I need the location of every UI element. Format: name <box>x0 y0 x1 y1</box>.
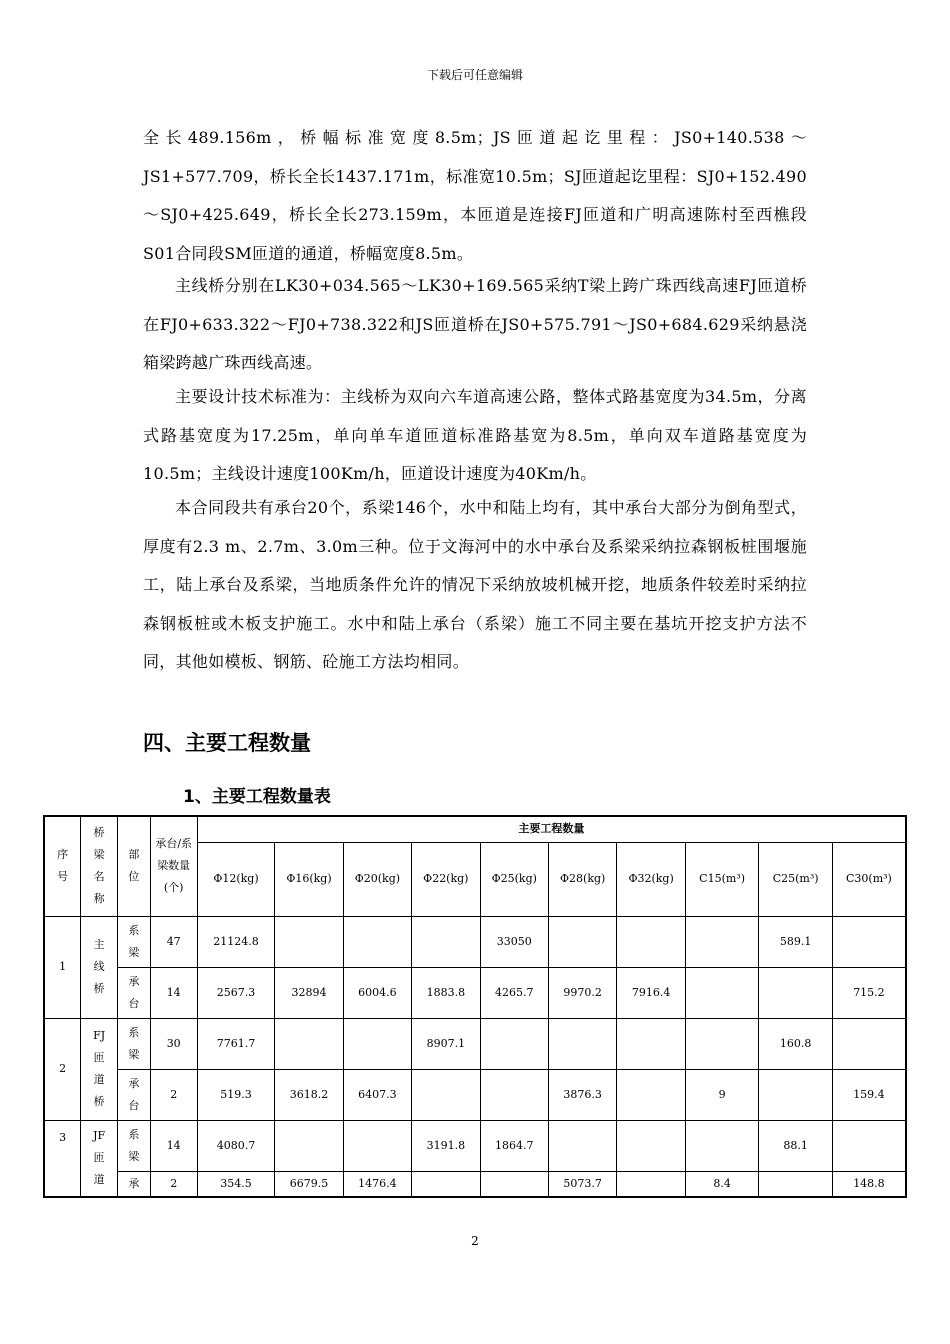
cell-bridge-name: FJ匝道桥 <box>81 1018 118 1120</box>
cell-value: 354.5 <box>197 1171 275 1197</box>
cell-bridge-name: 主线桥 <box>81 916 118 1018</box>
cell-value <box>617 1120 685 1171</box>
paragraph-2: 主线桥分别在LK30+034.565～LK30+169.565采纳T梁上跨广珠西线高速FJ匝道桥在FJ0+633.322～FJ0+738.322和JS匝道桥在JS0+575.791～JS0+684.629采纳悬浇箱梁跨越广珠西线高速。 <box>143 276 807 372</box>
header-qty-col: Φ32(kg) <box>617 842 685 916</box>
header-qty-col: Φ20(kg) <box>343 842 411 916</box>
table-title: 1、主要工程数量表 <box>183 787 331 807</box>
cell-part: 系梁 <box>118 1018 151 1069</box>
cell-value: 3876.3 <box>548 1069 616 1120</box>
cell-value: 160.8 <box>759 1018 833 1069</box>
cell-value <box>275 1120 343 1171</box>
cell-value <box>480 1069 548 1120</box>
cell-part: 承台 <box>118 1069 151 1120</box>
cell-value: 1883.8 <box>412 967 480 1018</box>
cell-part: 系梁 <box>118 916 151 967</box>
cell-value: 4265.7 <box>480 967 548 1018</box>
cell-value <box>412 916 480 967</box>
cell-value: 33050 <box>480 916 548 967</box>
cell-value: 4080.7 <box>197 1120 275 1171</box>
cell-value: 6407.3 <box>343 1069 411 1120</box>
cell-value: 3618.2 <box>275 1069 343 1120</box>
cell-value: 519.3 <box>197 1069 275 1120</box>
cell-part: 系梁 <box>118 1120 151 1171</box>
table-row <box>44 1018 906 1069</box>
header-group: 主要工程数量 <box>197 816 906 842</box>
cell-part: 承台 <box>118 967 151 1018</box>
cell-seq: 2 <box>44 1018 81 1120</box>
page-number: 2 <box>471 1234 479 1248</box>
cell-value: 2567.3 <box>197 967 275 1018</box>
cell-value: 7916.4 <box>617 967 685 1018</box>
cell-value <box>685 1018 759 1069</box>
header-qty-col: C15(m³) <box>685 842 759 916</box>
cell-value <box>343 1018 411 1069</box>
header-qty-col: C25(m³) <box>759 842 833 916</box>
cell-value <box>759 1171 833 1197</box>
header-qty-col: Φ16(kg) <box>275 842 343 916</box>
cell-value <box>685 1120 759 1171</box>
quantity-table <box>43 815 907 1198</box>
cell-value: 21124.8 <box>197 916 275 967</box>
cell-count: 2 <box>150 1171 197 1197</box>
cell-value: 8907.1 <box>412 1018 480 1069</box>
page-header: 下载后可任意编辑 <box>426 68 523 82</box>
cell-value: 715.2 <box>832 967 906 1018</box>
cell-value <box>275 916 343 967</box>
cell-value: 6679.5 <box>275 1171 343 1197</box>
cell-value <box>548 1120 616 1171</box>
cell-value: 5073.7 <box>548 1171 616 1197</box>
cell-value: 7761.7 <box>197 1018 275 1069</box>
cell-value <box>617 1171 685 1197</box>
cell-count: 14 <box>150 1120 197 1171</box>
cell-value <box>548 1018 616 1069</box>
cell-value <box>480 1171 548 1197</box>
header-qty-col: C30(m³) <box>832 842 906 916</box>
cell-value <box>343 916 411 967</box>
cell-value <box>617 916 685 967</box>
cell-part: 承 <box>118 1171 151 1197</box>
cell-value <box>832 916 906 967</box>
cell-value: 3191.8 <box>412 1120 480 1171</box>
cell-value: 159.4 <box>832 1069 906 1120</box>
paragraph-4: 本合同段共有承台20个，系梁146个，水中和陆上均有，其中承台大部分为倒角型式，厚度有2.3 m、2.7m、3.0m三种。位于文海河中的水中承台及系梁采纳拉森钢板桩围堰施工，陆上承台及系梁，当地质条件允许的情况下采纳放坡机械开挖，地质条件较差时采纳拉森钢板桩或木板支护施工。水中和陆上承台（系梁）施工不同主要在基坑开挖支护方法不同，其他如模板、钢筋、砼施工方法均相同。 <box>143 498 807 671</box>
cell-value: 1476.4 <box>343 1171 411 1197</box>
cell-count: 47 <box>150 916 197 967</box>
cell-count: 14 <box>150 967 197 1018</box>
cell-seq: 1 <box>44 916 81 1018</box>
cell-value: 589.1 <box>759 916 833 967</box>
cell-value <box>685 967 759 1018</box>
header-qty-col: Φ28(kg) <box>548 842 616 916</box>
cell-value: 6004.6 <box>343 967 411 1018</box>
table-row <box>44 1120 906 1171</box>
cell-value: 88.1 <box>759 1120 833 1171</box>
cell-value: 148.8 <box>832 1171 906 1197</box>
cell-value <box>685 916 759 967</box>
cell-seq: 3 <box>44 1120 81 1197</box>
cell-value <box>343 1120 411 1171</box>
cell-count: 2 <box>150 1069 197 1120</box>
cell-value <box>832 1018 906 1069</box>
cell-value <box>759 967 833 1018</box>
cell-value: 32894 <box>275 967 343 1018</box>
header-qty-col: Φ12(kg) <box>197 842 275 916</box>
cell-value: 9970.2 <box>548 967 616 1018</box>
header-seq: 序号 <box>44 816 81 916</box>
cell-value <box>548 916 616 967</box>
cell-value <box>617 1069 685 1120</box>
cell-bridge-name: JF匝道 <box>81 1120 118 1197</box>
cell-value: 8.4 <box>685 1171 759 1197</box>
cell-value: 9 <box>685 1069 759 1120</box>
cell-value <box>617 1018 685 1069</box>
cell-count: 30 <box>150 1018 197 1069</box>
paragraph-3: 主要设计技术标准为：主线桥为双向六车道高速公路，整体式路基宽度为34.5m，分离式路基宽度为17.25m，单向单车道匝道标准路基宽为8.5m，单向双车道路基宽度为10.5m；主线设计速度100Km/h，匝道设计速度为40Km/h。 <box>143 387 807 483</box>
header-bridge: 桥梁名称 <box>81 816 118 916</box>
cell-value <box>480 1018 548 1069</box>
table-row <box>44 1171 906 1197</box>
header-count: 承台/系梁数量(个) <box>150 816 197 916</box>
table-row <box>44 1069 906 1120</box>
cell-value: 1864.7 <box>480 1120 548 1171</box>
header-qty-col: Φ22(kg) <box>412 842 480 916</box>
header-qty-col: Φ25(kg) <box>480 842 548 916</box>
paragraph-1: 全长489.156m，桥幅标准宽度8.5m；JS匝道起讫里程：JS0+140.538～JS1+577.709，桥长全长1437.171m，标准宽10.5m；SJ匝道起讫里程：SJ0+152.490～SJ0+425.649，桥长全长273.159m，本匝道是连接FJ匝道和广明高速陈村至西樵段S01合同段SM匝道的通道，桥幅宽度8.5m。 <box>143 128 807 263</box>
section-heading: 四、主要工程数量 <box>143 731 311 755</box>
cell-value <box>759 1069 833 1120</box>
cell-value <box>412 1171 480 1197</box>
table-row <box>44 967 906 1018</box>
table-row <box>44 916 906 967</box>
cell-value <box>275 1018 343 1069</box>
cell-value <box>832 1120 906 1171</box>
header-part: 部位 <box>118 816 151 916</box>
cell-value <box>412 1069 480 1120</box>
